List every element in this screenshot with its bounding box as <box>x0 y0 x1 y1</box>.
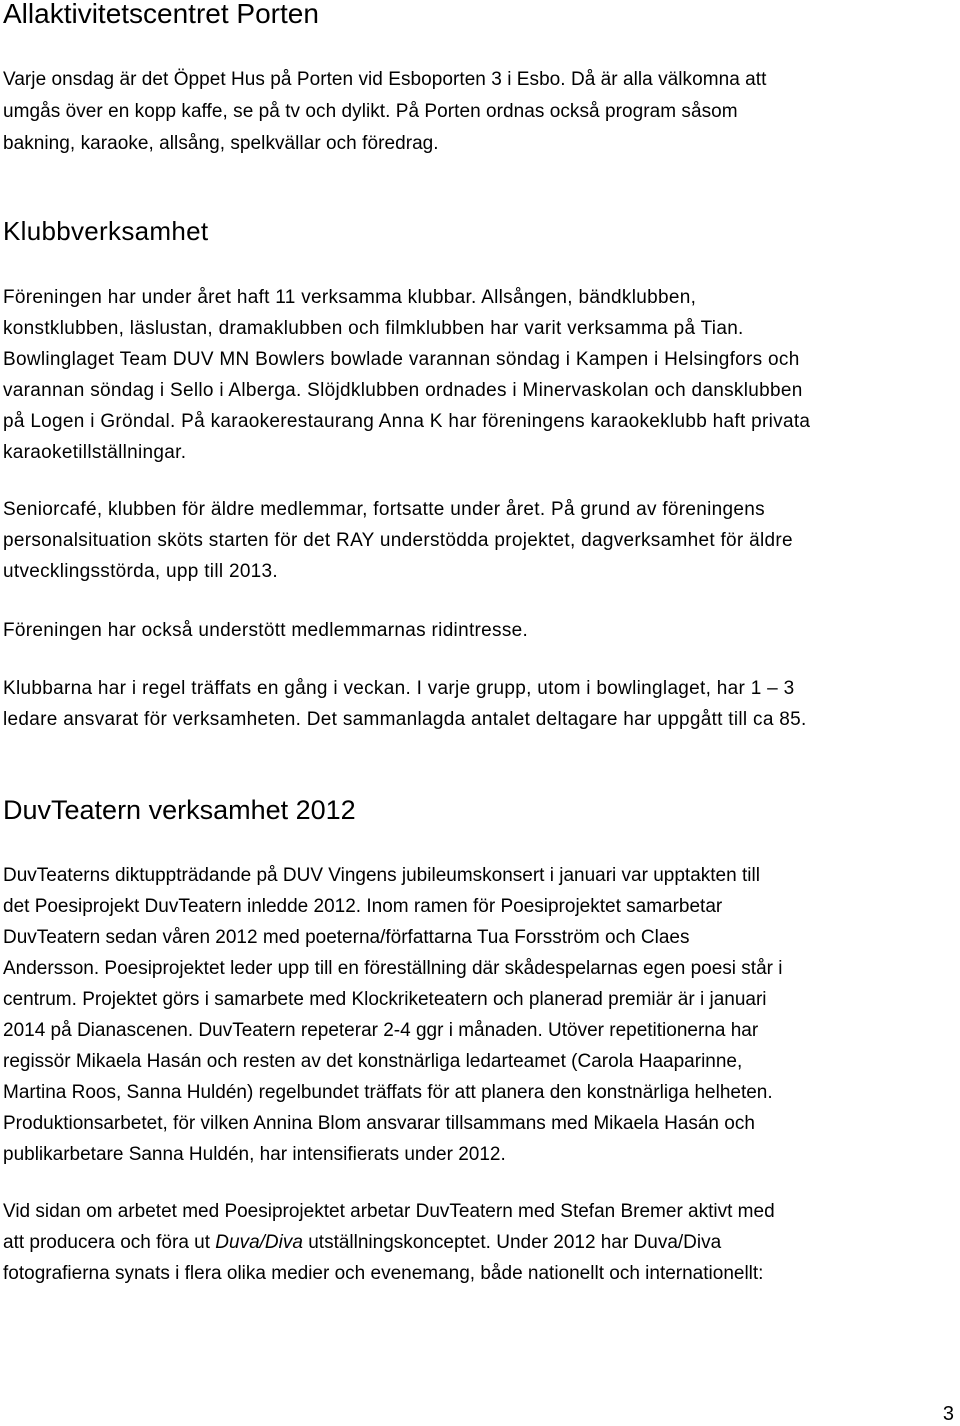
text-line: DuvTeatern sedan våren 2012 med poeterna/författarna Tua Forsström och Claes <box>3 927 690 948</box>
text-line: karaoketillställningar. <box>3 442 187 463</box>
riding-paragraph <box>3 615 958 646</box>
text-line: bakning, karaoke, allsång, spelkvällar och föredrag. <box>3 133 439 154</box>
text-line: fotografierna synats i flera olika medier och evenemang, både nationellt och internationellt: <box>3 1263 764 1284</box>
text-line: publikarbetare Sanna Huldén, har intensifierats under 2012. <box>3 1144 506 1165</box>
meeting-paragraph <box>3 673 958 735</box>
text-line: umgås över en kopp kaffe, se på tv och dylikt. På Porten ordnas också program såsom <box>3 101 738 122</box>
text-line: Föreningen har under året haft 11 verksamma klubbar. Allsången, bändklubben, <box>3 287 697 308</box>
text-line: Vid sidan om arbetet med Poesiprojektet arbetar DuvTeatern med Stefan Bremer aktivt med <box>3 1201 775 1222</box>
bremer-paragraph <box>3 1196 958 1289</box>
text-line: Produktionsarbetet, för vilken Annina Blom ansvarar tillsammans med Mikaela Hasán och <box>3 1113 755 1134</box>
text-line: Seniorcafé, klubben för äldre medlemmar, fortsatte under året. På grund av föreningens <box>3 499 765 520</box>
duvteatern-paragraph <box>3 860 958 1170</box>
text-line: Martina Roos, Sanna Huldén) regelbundet träffats för att planera den konstnärliga helheten. <box>3 1082 773 1103</box>
duvteatern-heading: DuvTeatern verksamhet 2012 <box>3 795 356 825</box>
text-line <box>3 1227 958 1258</box>
duva-diva-title: Duva/Diva <box>215 1232 303 1253</box>
club-heading: Klubbverksamhet <box>3 216 209 246</box>
text-line: det Poesiprojekt DuvTeatern inledde 2012. Inom ramen för Poesiprojektet samarbetar <box>3 896 723 917</box>
text-line: centrum. Projektet görs i samarbete med Klockriketeatern och planerad premiär är i januari <box>3 989 767 1010</box>
page-number: 3 <box>942 1403 954 1425</box>
text-line: ledare ansvarat för verksamheten. Det sammanlagda antalet deltagare har uppgått till ca 85. <box>3 709 807 730</box>
text-line: Bowlinglaget Team DUV MN Bowlers bowlade varannan söndag i Kampen i Helsingfors och <box>3 349 800 370</box>
text-line: 2014 på Dianascenen. DuvTeatern repeterar 2-4 ggr i månaden. Utöver repetitionerna har <box>3 1020 759 1041</box>
text-line: Varje onsdag är det Öppet Hus på Porten vid Esboporten 3 i Esbo. Då är alla välkomna att <box>3 69 767 90</box>
text-line: konstklubben, läslustan, dramaklubben och filmklubben har varit verksamma på Tian. <box>3 318 744 339</box>
page-title: Allaktivitetscentret Porten <box>3 0 319 29</box>
text-line: Andersson. Poesiprojektet leder upp till en föreställning där skådespelarnas egen poesi står i <box>3 958 783 979</box>
text-line: Föreningen har också understött medlemmarnas ridintresse. <box>3 620 529 641</box>
text-fragment: utställningskonceptet. Under 2012 har Duva/Diva <box>302 1232 722 1253</box>
text-line: Klubbarna har i regel träffats en gång i veckan. I varje grupp, utom i bowlinglaget, har 1 – 3 <box>3 678 795 699</box>
text-line: varannan söndag i Sello i Alberga. Slöjdklubben ordnades i Minervaskolan och dansklubben <box>3 380 803 401</box>
text-line: regissör Mikaela Hasán och resten av det konstnärliga ledarteamet (Carola Haaparinne, <box>3 1051 743 1072</box>
text-line: utvecklingsstörda, upp till 2013. <box>3 561 278 582</box>
seniorcafe-paragraph <box>3 494 958 587</box>
text-line: personalsituation sköts starten för det RAY understödda projektet, dagverksamhet för äldre <box>3 530 793 551</box>
club-paragraph <box>3 282 958 468</box>
intro-paragraph <box>3 64 958 160</box>
text-fragment: att producera och föra ut <box>3 1232 216 1253</box>
text-line: på Logen i Gröndal. På karaokerestaurang Anna K har föreningens karaokeklubb haft privata <box>3 411 811 432</box>
text-line: DuvTeaterns diktuppträdande på DUV Vingens jubileumskonsert i januari var upptakten till <box>3 865 760 886</box>
